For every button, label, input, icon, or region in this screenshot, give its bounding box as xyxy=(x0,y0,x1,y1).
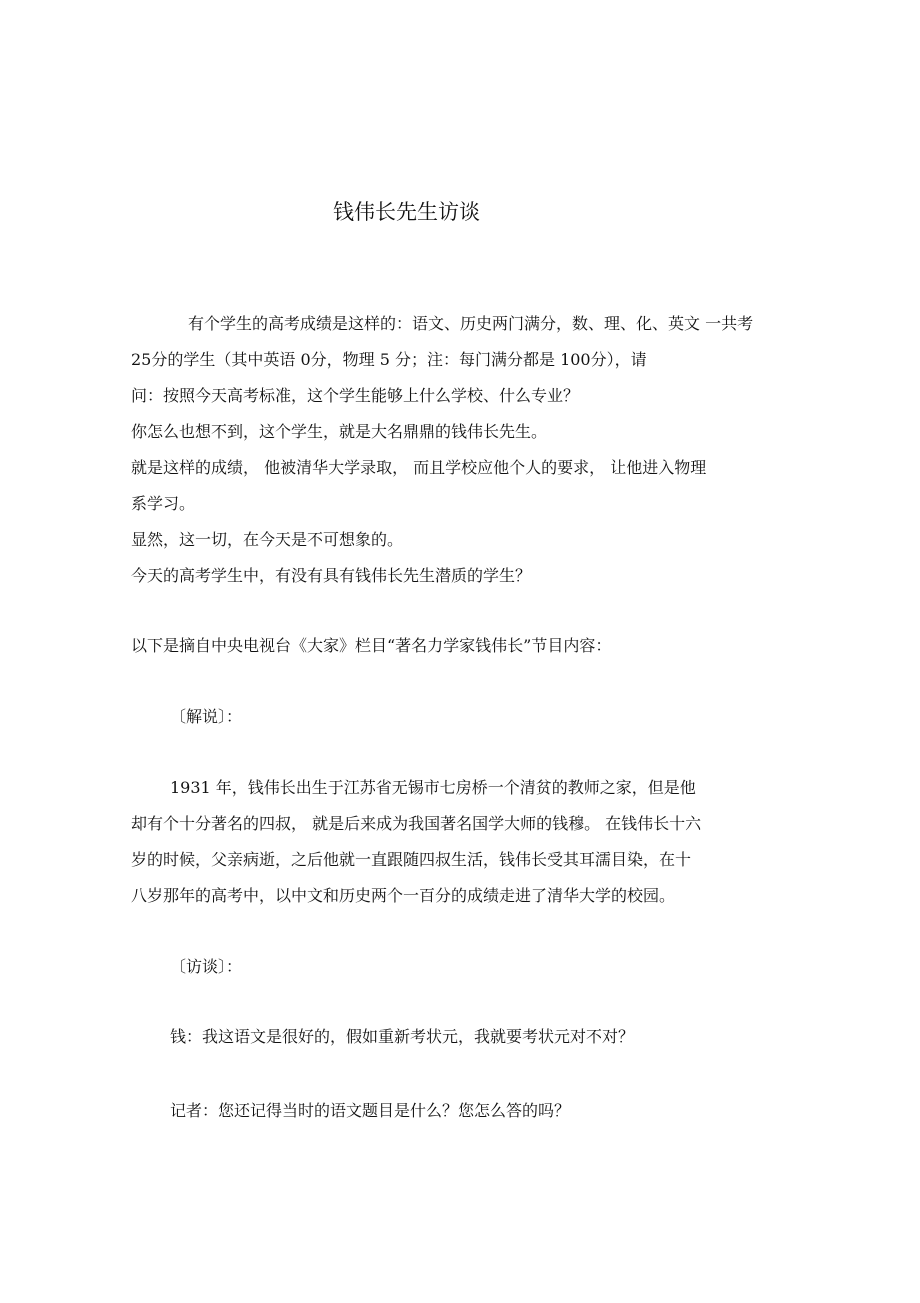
narration-line: 1931 年，钱伟长出生于江苏省无锡市七房桥一个清贫的教师之家，但是他 xyxy=(170,778,696,797)
narration-line: 岁的时候，父亲病逝，之后他就一直跟随四叔生活，钱伟长受其耳濡目染，在十 xyxy=(131,850,692,869)
intro-line: 就是这样的成绩， 他被清华大学录取， 而且学校应他个人的要求， 让他进入物理 xyxy=(131,458,707,477)
intro-line: 今天的高考学生中，有没有具有钱伟长先生潜质的学生？ xyxy=(131,566,532,585)
dialogue-line: 记者：您还记得当时的语文题目是什么？您怎么答的吗？ xyxy=(170,1101,571,1120)
narration-line: 却有个十分著名的四叔， 就是后来成为我国著名国学大师的钱穆。 在钱伟长十六 xyxy=(131,814,702,833)
intro-line: 有个学生的高考成绩是这样的：语文、历史两门满分，数、理、化、英文 一共考 xyxy=(188,314,754,333)
intro-line: 25分的学生（其中英语 0分，物理 5 分；注：每门满分都是 100分），请 xyxy=(131,350,647,369)
intro-line: 显然，这一切，在今天是不可想象的。 xyxy=(131,530,404,549)
intro-line: 系学习。 xyxy=(131,494,196,513)
dialogue-line: 钱：我这语文是很好的，假如重新考状元，我就要考状元对不对？ xyxy=(170,1027,635,1046)
source-line: 以下是摘自中央电视台《大家》栏目“著名力学家钱伟长”节目内容： xyxy=(131,636,612,655)
intro-line: 你怎么也想不到，这个学生，就是大名鼎鼎的钱伟长先生。 xyxy=(131,422,548,441)
document-title: 钱伟长先生访谈 xyxy=(333,200,480,224)
intro-line: 问：按照今天高考标准，这个学生能够上什么学校、什么专业？ xyxy=(131,386,580,405)
narration-line: 八岁那年的高考中，以中文和历史两个一百分的成绩走进了清华大学的校园。 xyxy=(131,886,676,905)
narration-label: 〔解说〕： xyxy=(170,707,243,726)
interview-label: 〔访谈〕： xyxy=(170,957,243,976)
